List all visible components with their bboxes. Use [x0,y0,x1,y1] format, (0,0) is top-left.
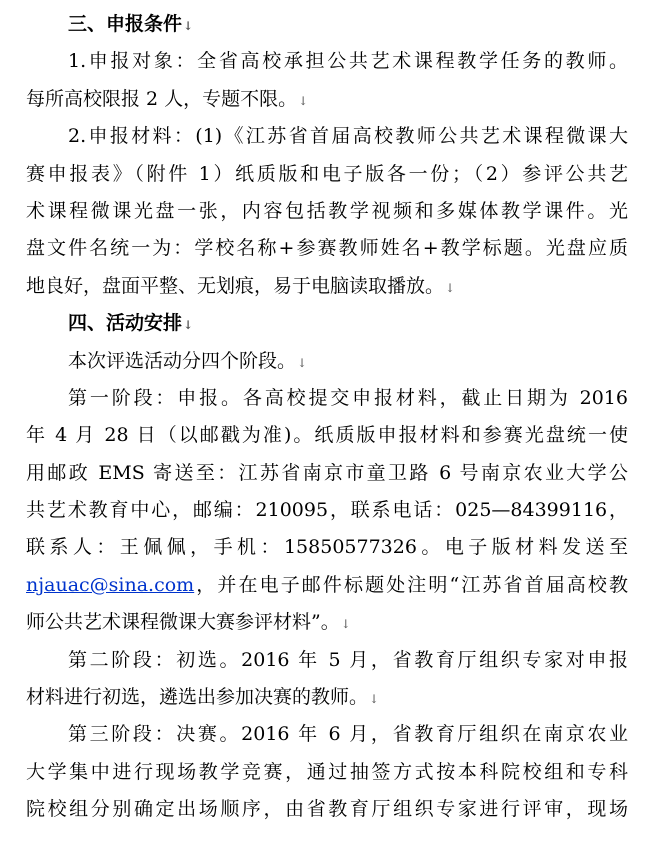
text-line [26,268,628,305]
line-text: 第一阶段：申报。各高校提交申报材料，截止日期为 2016 [68,386,628,409]
line-text: 材料进行初选，遴选出参加决赛的教师。 [26,686,369,709]
text-line [26,492,628,529]
text-line [26,81,628,118]
paragraph-mark-icon: ↓ [183,19,194,33]
line-text: 第三阶段：决赛。2016 年 6 月，省教育厅组织在南京农业 [68,723,628,746]
text-line [26,604,628,641]
line-text: 联系人：王佩佩，手机：15850577326。电子版材料发送至 [26,536,628,559]
line-text: 年 4 月 28 日（以邮戳为准)。纸质版申报材料和参赛光盘统一使 [26,424,628,447]
section-heading [26,6,628,43]
paragraph-mark-icon: ↓ [183,318,194,333]
text-line [26,343,628,380]
line-text: 用邮政 EMS 寄送至：江苏省南京市童卫路 6 号南京农业大学公 [26,461,628,484]
text-line [26,791,628,828]
text-line [26,754,628,791]
paragraph-mark-icon: ↓ [297,355,308,370]
line-text: 院校组分别确定出场顺序，由省教育厅组织专家进行评审，现场 [26,798,628,821]
text-line [26,567,628,604]
text-line [26,118,628,155]
text-line [26,380,628,417]
line-text-rest: ，并在电子邮件标题处注明“江苏省首届高校教 [194,573,628,596]
text-line [26,679,628,716]
line-text: 盘文件名统一为：学校名称+参赛教师姓名+教学标题。光盘应质 [26,237,628,260]
text-line [26,455,628,492]
line-text: 每所高校限报 2 人，专题不限。 [26,87,298,110]
text-line [26,529,628,566]
text-line [26,716,628,753]
section-heading [26,305,628,342]
line-text: 四、活动安排 [68,312,183,335]
line-text: 1.申报对象：全省高校承担公共艺术课程教学任务的教师。 [68,50,628,73]
line-text: 地良好，盘面平整、无划痕，易于电脑读取播放。 [26,274,445,297]
line-text: 2.申报材料：(1)《江苏省首届高校教师公共艺术课程微课大 [68,125,628,148]
line-text: 大学集中进行现场教学竞赛，通过抽签方式按本科院校组和专科 [26,760,628,783]
line-text: 本次评选活动分四个阶段。 [68,349,297,372]
email-link[interactable]: njauac@sina.com [26,573,195,596]
text-line [26,156,628,193]
text-line [26,642,628,679]
line-text: 师公共艺术课程微课大赛参评材料”。 [26,611,340,634]
paragraph-mark-icon: ↓ [298,93,309,108]
line-text: 第二阶段：初选。2016 年 5 月，省教育厅组织专家对申报 [68,648,628,671]
line-text: 赛申报表》（附件 1）纸质版和电子版各一份；（2）参评公共艺 [26,162,628,185]
line-text: 共艺术教育中心，邮编：210095，联系电话：025—84399116， [26,499,628,522]
paragraph-mark-icon: ↓ [445,280,456,295]
text-line [26,43,628,80]
text-line [26,230,628,267]
line-text: 三、申报条件 [68,13,183,35]
paragraph-mark-icon: ↓ [369,692,380,707]
line-text: 术课程微课光盘一张，内容包括教学视频和多媒体教学课件。光 [26,199,628,222]
paragraph-mark-icon: ↓ [340,617,351,632]
text-line [26,417,628,454]
text-line [26,193,628,230]
